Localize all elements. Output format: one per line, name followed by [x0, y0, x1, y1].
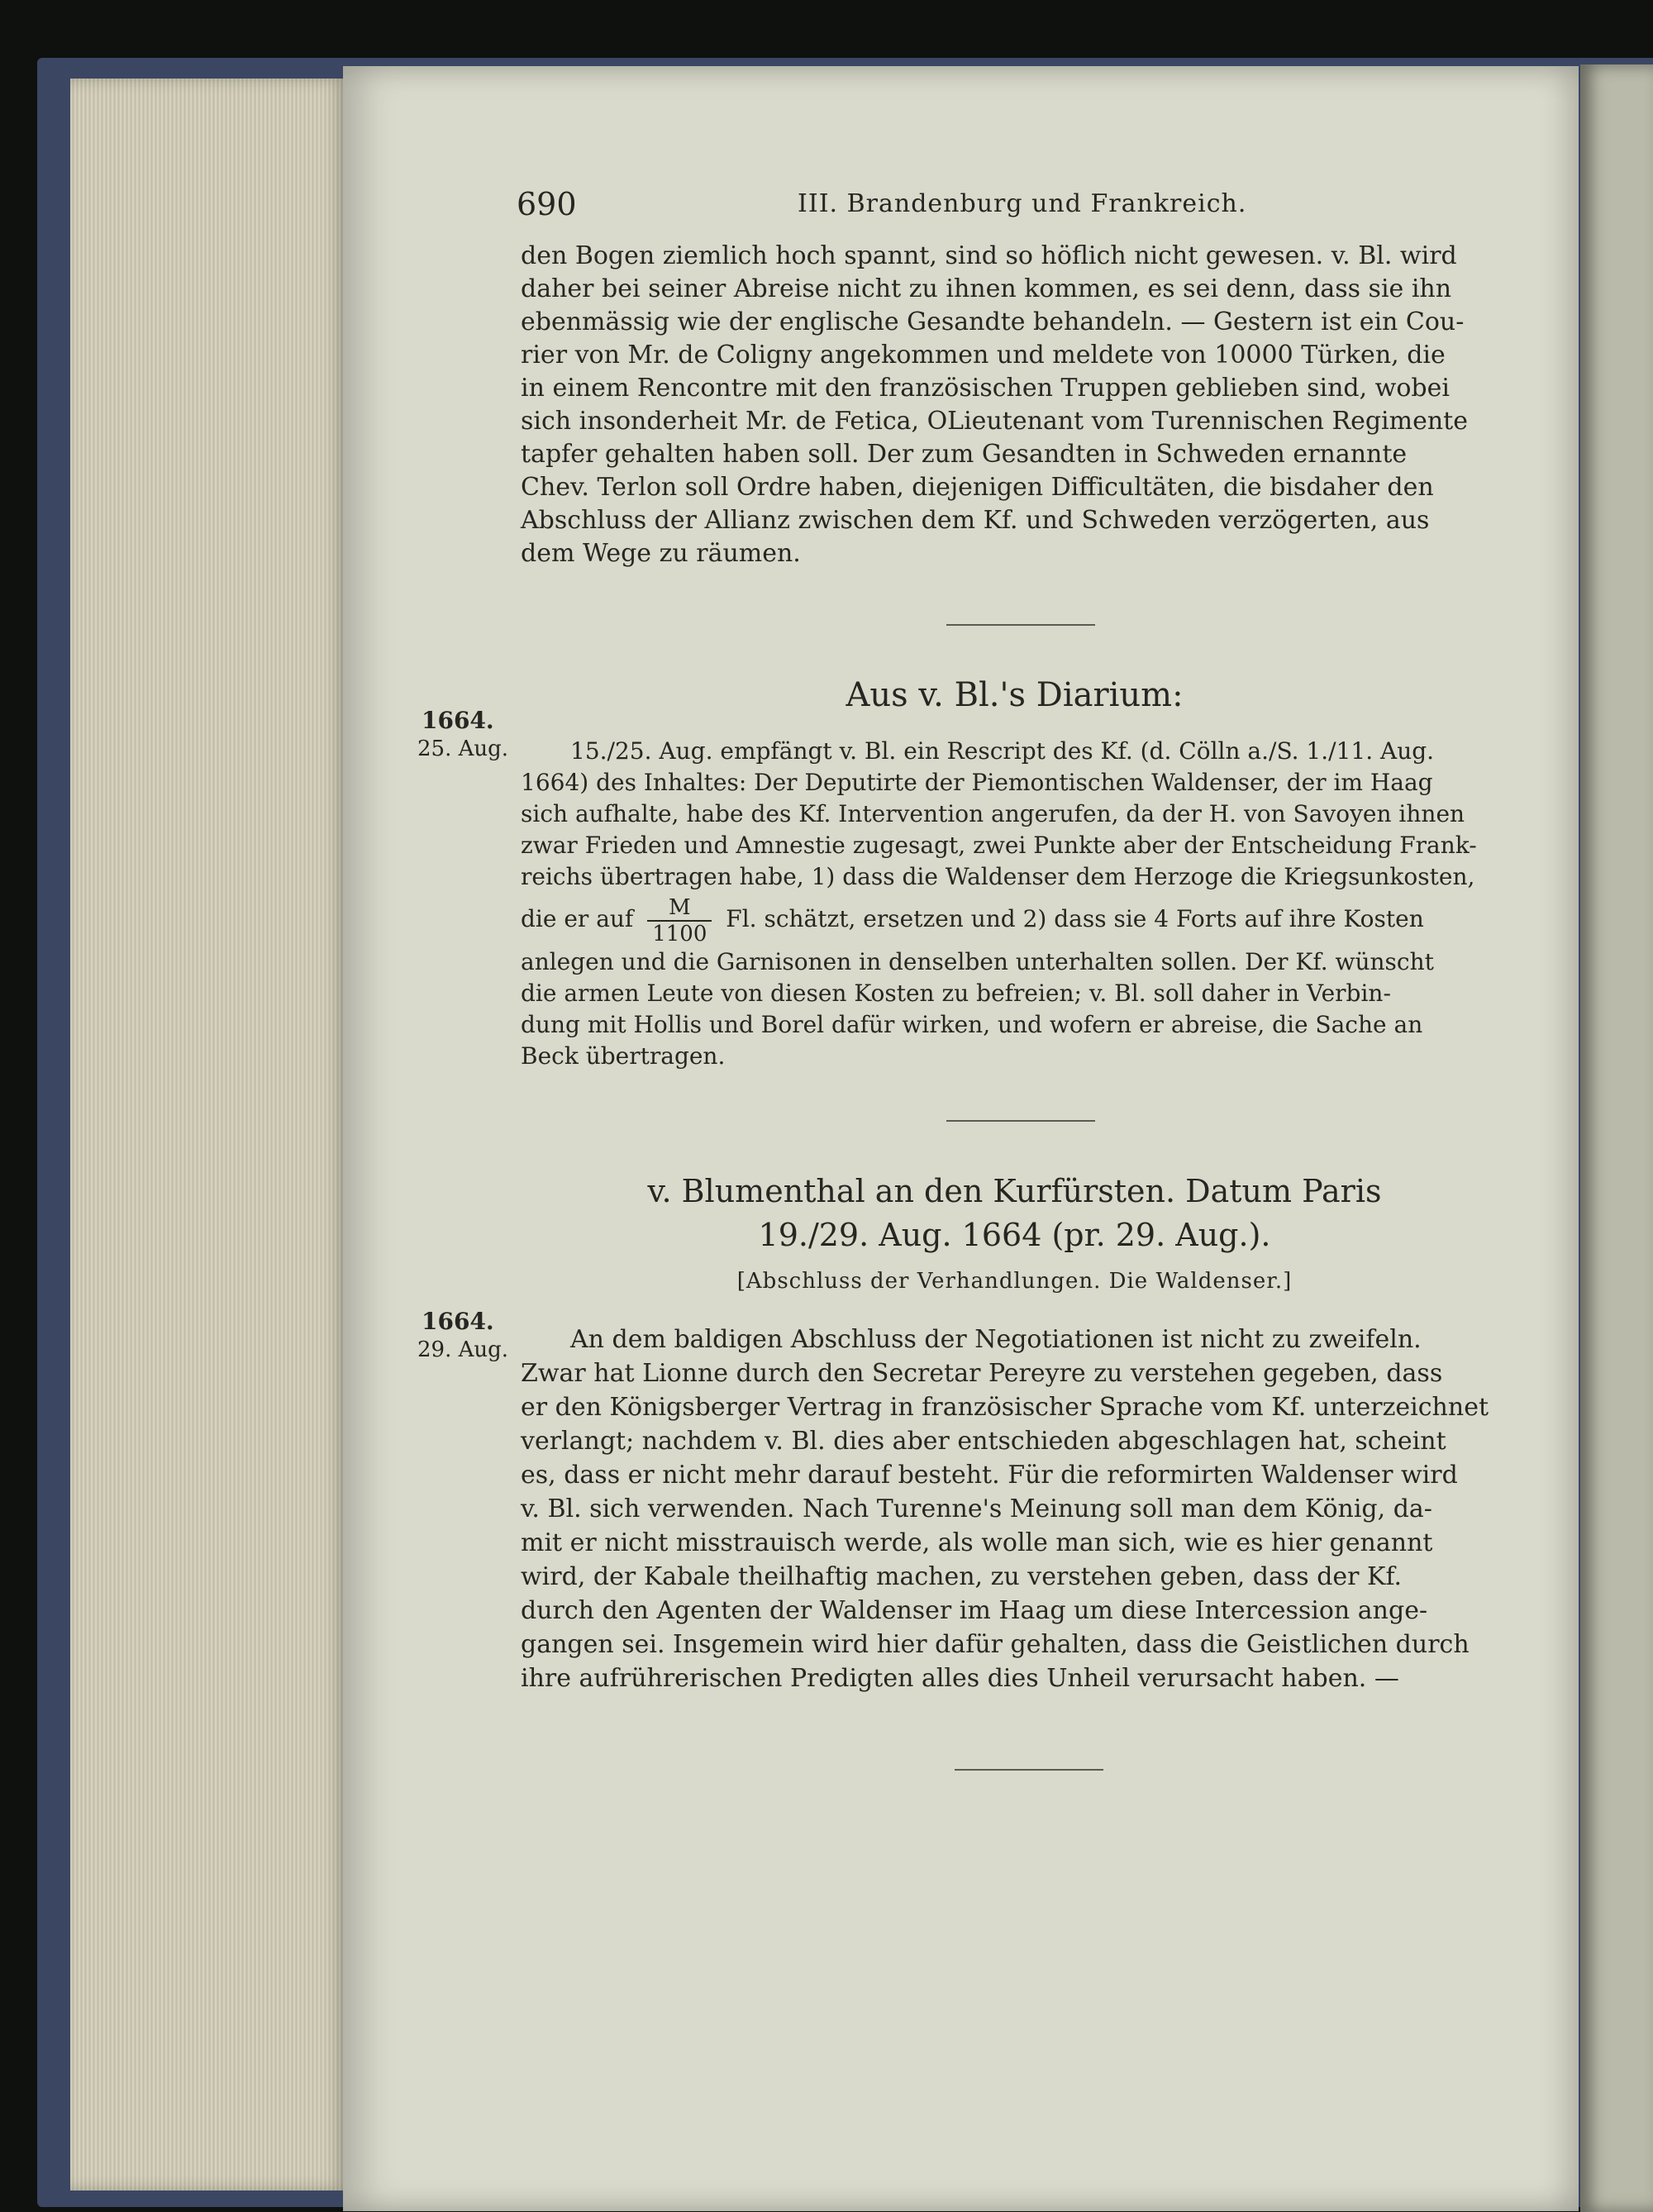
text-line: verlangt; nachdem v. Bl. dies aber entschieden abgeschlagen hat, scheint	[521, 1427, 1446, 1456]
text-line: ihre aufrührerischen Predigten alles dies Unheil verursacht haben. —	[521, 1664, 1399, 1693]
text-line: dung mit Hollis und Borel dafür wirken, und wofern er abreise, die Sache an	[521, 1010, 1423, 1038]
margin-note-section2	[417, 1308, 508, 1364]
margin-note-section1	[417, 707, 508, 763]
text-line: sich aufhalte, habe des Kf. Intervention angerufen, da der H. von Savoyen ihnen	[521, 800, 1465, 827]
fraction	[647, 895, 712, 946]
text-line: reichs übertragen habe, 1) dass die Waldenser dem Herzoge die Kriegsunkosten,	[521, 863, 1475, 890]
text-line: Zwar hat Lionne durch den Secretar Pereyre zu verstehen gegeben, dass	[521, 1359, 1443, 1388]
text-line: mit er nicht misstrauisch werde, als wolle man sich, wie es hier genannt	[521, 1528, 1433, 1557]
text-line: v. Bl. sich verwenden. Nach Turenne's Meinung soll man dem König, da-	[521, 1495, 1432, 1523]
text-line: Beck übertragen.	[521, 1042, 726, 1070]
section-title-diarium: Aus v. Bl.'s Diarium:	[846, 676, 1184, 714]
text-line: sich insonderheit Mr. de Fetica, OLieutenant vom Turennischen Regimente	[521, 407, 1468, 436]
text-line: in einem Rencontre mit den französischen Truppen geblieben sind, wobei	[521, 374, 1450, 403]
text-line: rier von Mr. de Coligny angekommen und meldete von 10000 Türken, die	[521, 341, 1446, 369]
text-line: zwar Frieden und Amnestie zugesagt, zwei Punkte aber der Entscheidung Frank-	[521, 832, 1477, 859]
margin-date: 29. Aug.	[417, 1337, 509, 1362]
running-title: III. Brandenburg und Frankreich.	[798, 189, 1247, 218]
letter-title-line1: v. Blumenthal an den Kurfürsten. Datum Paris	[647, 1173, 1382, 1209]
text-line: gangen sei. Insgemein wird hier dafür gehalten, dass die Geistlichen durch	[521, 1630, 1470, 1659]
fraction-line	[521, 893, 1512, 946]
text-line: Chev. Terlon soll Ordre haben, diejenigen Difficultäten, die bisdaher den	[521, 473, 1434, 502]
text-line: An dem baldigen Abschluss der Negotiationen ist nicht zu zweifeln.	[570, 1325, 1422, 1354]
text-line: 15./25. Aug. empfängt v. Bl. ein Rescript des Kf. (d. Cölln a./S. 1./11. Aug.	[570, 737, 1435, 765]
fraction-numerator: M	[647, 895, 712, 922]
fraction-pre: die er auf	[521, 905, 634, 932]
text-line: tapfer gehalten haben soll. Der zum Gesandten in Schweden ernannte	[521, 440, 1408, 469]
fraction-denominator: 1100	[652, 921, 707, 946]
letter-body	[521, 1323, 1512, 1695]
page-header	[517, 186, 1512, 227]
text-line: die armen Leute von diesen Kosten zu befreien; v. Bl. soll daher in Verbin-	[521, 979, 1391, 1007]
page-edges	[70, 79, 347, 2191]
text-line: den Bogen ziemlich hoch spannt, sind so höflich nicht gewesen. v. Bl. wird	[521, 241, 1457, 270]
paragraph-1	[521, 240, 1512, 570]
text-line: ebenmässig wie der englische Gesandte behandeln. — Gestern ist ein Cou-	[521, 307, 1465, 336]
text-line: Abschluss der Allianz zwischen dem Kf. und Schweden verzögerten, aus	[521, 506, 1430, 535]
letter-title-line2: 19./29. Aug. 1664 (pr. 29. Aug.).	[758, 1217, 1271, 1253]
section-divider	[955, 1769, 1103, 1771]
page-text	[517, 165, 1512, 1819]
fraction-post: Fl. schätzt, ersetzen und 2) dass sie 4 Forts auf ihre Kosten	[726, 905, 1424, 932]
margin-year: 1664.	[422, 707, 494, 734]
text-line: 1664) des Inhaltes: Der Deputirte der Piemontischen Waldenser, der im Haag	[521, 769, 1433, 796]
text-line: wird, der Kabale theilhaftig machen, zu verstehen geben, dass der Kf.	[521, 1562, 1403, 1591]
margin-year: 1664.	[422, 1308, 494, 1335]
text-line: durch den Agenten der Waldenser im Haag um diese Intercession ange-	[521, 1596, 1428, 1625]
section-divider	[946, 1120, 1095, 1122]
text-line: anlegen und die Garnisonen in denselben unterhalten sollen. Der Kf. wünscht	[521, 947, 1434, 975]
text-line: es, dass er nicht mehr darauf besteht. Für die reformirten Waldenser wird	[521, 1461, 1458, 1490]
text-line: daher bei seiner Abreise nicht zu ihnen kommen, es sei denn, dass sie ihn	[521, 274, 1452, 303]
margin-date: 25. Aug.	[417, 737, 509, 761]
page-number: 690	[517, 186, 577, 222]
section-divider	[946, 624, 1095, 626]
facing-page-edge	[1580, 64, 1653, 2212]
text-line: er den Königsberger Vertrag in französischer Sprache vom Kf. unterzeichnet	[521, 1393, 1489, 1422]
letter-summary: [Abschluss der Verhandlungen. Die Waldenser.]	[736, 1269, 1293, 1294]
text-line: dem Wege zu räumen.	[521, 539, 801, 568]
diarium-entry	[521, 736, 1512, 1072]
